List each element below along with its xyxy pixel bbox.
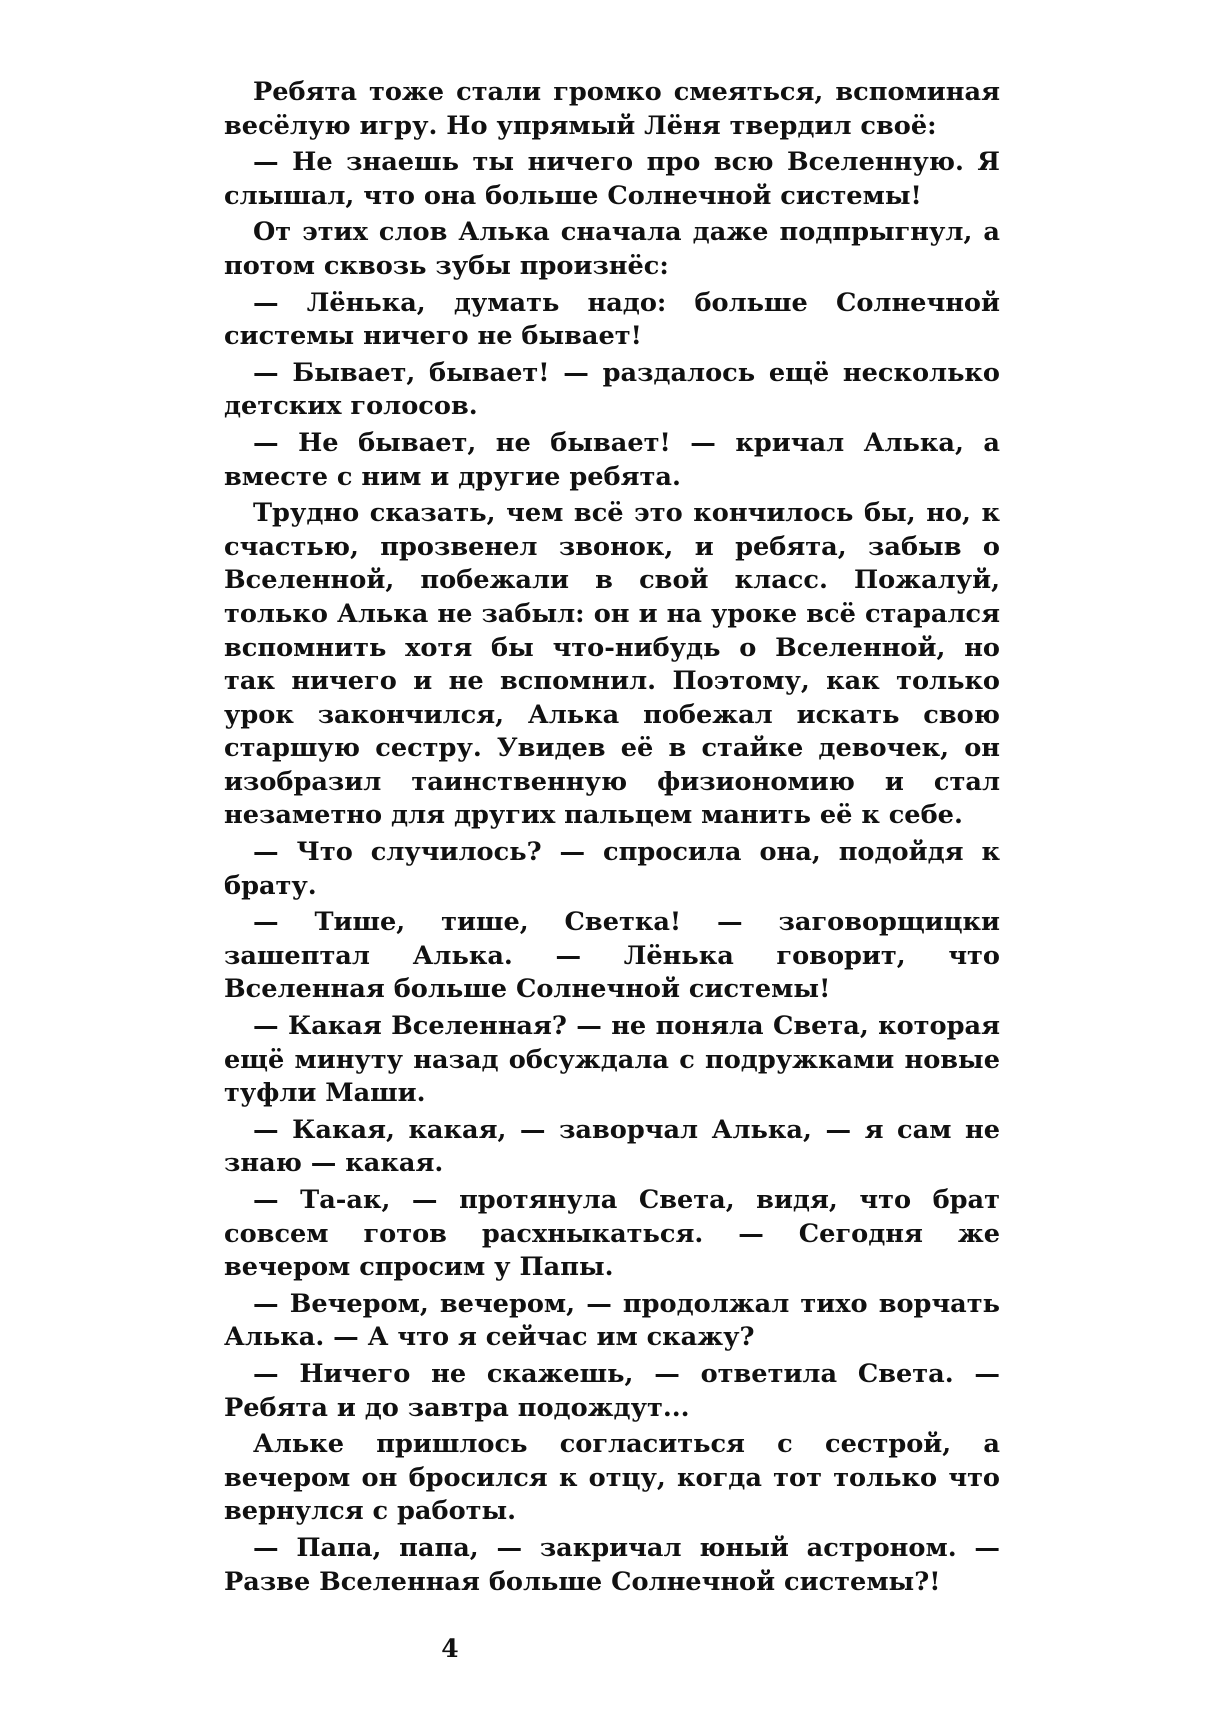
paragraph: — Вечером, вечером, — продолжал тихо ворчать Алька. — А что я сейчас им скажу? <box>224 1288 1000 1353</box>
paragraph: От этих слов Алька сначала даже подпрыгнул, а потом сквозь зубы произнёс: <box>224 217 1000 281</box>
paragraph: Трудно сказать, чем всё это кончилось бы, но, к счастью, прозвенел звонок, и ребята, забыв о Вселенной, побежали в свой класс. Пожалуй, только Алька не забыл: он и на уроке всё старался вспомнить хотя бы что-нибудь о Вселенной, но так ничего и не вспомнил. Поэтому, как только урок закончился, Алька побежал искать свою старшую сестру. Увидев её в стайке девочек, он изобразил таинственную физиономию и стал незаметно для других пальцем манить её к себе. <box>224 498 1000 831</box>
paragraph: Альке пришлось согласиться с сестрой, а вечером он бросился к отцу, когда тот только что вернулся с работы. <box>224 1429 1000 1527</box>
paragraph: — Тише, тише, Светка! — заговорщицки зашептал Алька. — Лёнька говорит, что Вселенная больше Солнечной системы! <box>224 907 1000 1005</box>
page-number: 4 <box>441 1634 459 1663</box>
paragraph: — Что случилось? — спросила она, подойдя к брату. <box>224 837 1000 901</box>
paragraph: — Не знаешь ты ничего про всю Вселенную. Я слышал, что она больше Солнечной системы! <box>224 147 1000 211</box>
paragraph: — Ничего не скажешь, — ответила Света. — Ребята и до завтра подождут... <box>224 1358 1000 1423</box>
paragraph: — Та-ак, — протянула Света, видя, что брат совсем готов расхныкаться. — Сегодня же вечером спросим у Папы. <box>224 1185 1000 1283</box>
paragraph: Ребята тоже стали громко смеяться, вспоминая весёлую игру. Но упрямый Лёня твердил своё: <box>224 77 1000 141</box>
paragraph: — Бывает, бывает! — раздалось ещё несколько детских голосов. <box>224 357 1000 422</box>
text-body <box>224 76 1000 1602</box>
paragraph: — Какая Вселенная? — не поняла Света, которая ещё минуту назад обсуждала с подружками новые туфли Маши. <box>224 1011 1000 1109</box>
paragraph: — Лёнька, думать надо: больше Солнечной системы ничего не бывает! <box>224 287 1000 352</box>
paragraph: — Папа, папа, — закричал юный астроном. — Разве Вселенная больше Солнечной системы?! <box>224 1532 1000 1597</box>
paragraph: — Не бывает, не бывает! — кричал Алька, а вместе с ним и другие ребята. <box>224 427 1000 492</box>
paragraph: — Какая, какая, — заворчал Алька, — я сам не знаю — какая. <box>224 1114 1000 1179</box>
